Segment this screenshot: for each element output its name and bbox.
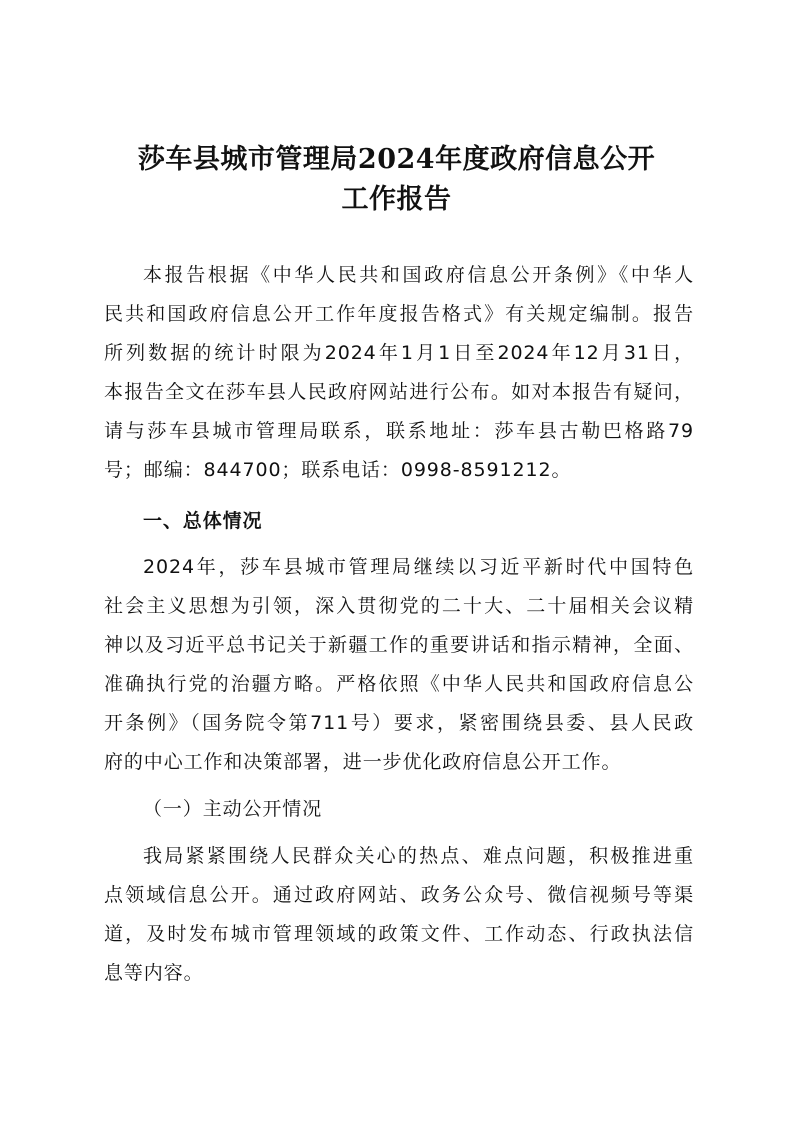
section-paragraph-line: 府的中心工作和决策部署，进一步优化政府信息公开工作。	[104, 751, 622, 773]
report-title-line-1: 莎车县城市管理局2024年度政府信息公开	[137, 144, 656, 175]
report-title-line-2: 工作报告	[341, 184, 452, 215]
section-paragraph-line: 准确执行党的治疆方略。严格依照《中华人民共和国政府信息公	[104, 673, 694, 695]
section-paragraph-line: 神以及习近平总书记关于新疆工作的重要讲话和指示精神，全面、	[104, 634, 694, 656]
section-paragraph-line: 社会主义思想为引领，深入贯彻党的二十大、二十届相关会议精	[104, 595, 694, 617]
subsection-heading: （一）主动公开情况	[143, 798, 323, 820]
subsection-paragraph-line: 点领域信息公开。通过政府网站、政务公众号、微信视频号等渠	[104, 884, 694, 906]
subsection-paragraph-line: 道，及时发布城市管理领域的政策文件、工作动态、行政执法信	[104, 923, 694, 945]
intro-paragraph-line: 所列数据的统计时限为2024年1月1日至2024年12月31日，	[104, 342, 694, 364]
section-paragraph-line: 开条例》（国务院令第711号）要求，紧密围绕县委、县人民政	[104, 712, 694, 734]
intro-paragraph-line: 民共和国政府信息公开工作年度报告格式》有关规定编制。报告	[104, 303, 694, 325]
intro-paragraph-line: 本报告全文在莎车县人民政府网站进行公布。如对本报告有疑问，	[104, 381, 694, 403]
intro-paragraph-line: 号；邮编：844700；联系电话：0998-8591212。	[104, 459, 572, 481]
section-paragraph-line: 2024年，莎车县城市管理局继续以习近平新时代中国特色	[143, 556, 694, 578]
subsection-paragraph-line: 息等内容。	[104, 962, 204, 984]
intro-paragraph-line: 请与莎车县城市管理局联系，联系地址：莎车县古勒巴格路79	[104, 420, 694, 442]
subsection-paragraph-line: 我局紧紧围绕人民群众关心的热点、难点问题，积极推进重	[143, 845, 694, 867]
intro-paragraph-line: 本报告根据《中华人民共和国政府信息公开条例》《中华人	[143, 264, 694, 286]
section-heading: 一、总体情况	[143, 510, 263, 532]
